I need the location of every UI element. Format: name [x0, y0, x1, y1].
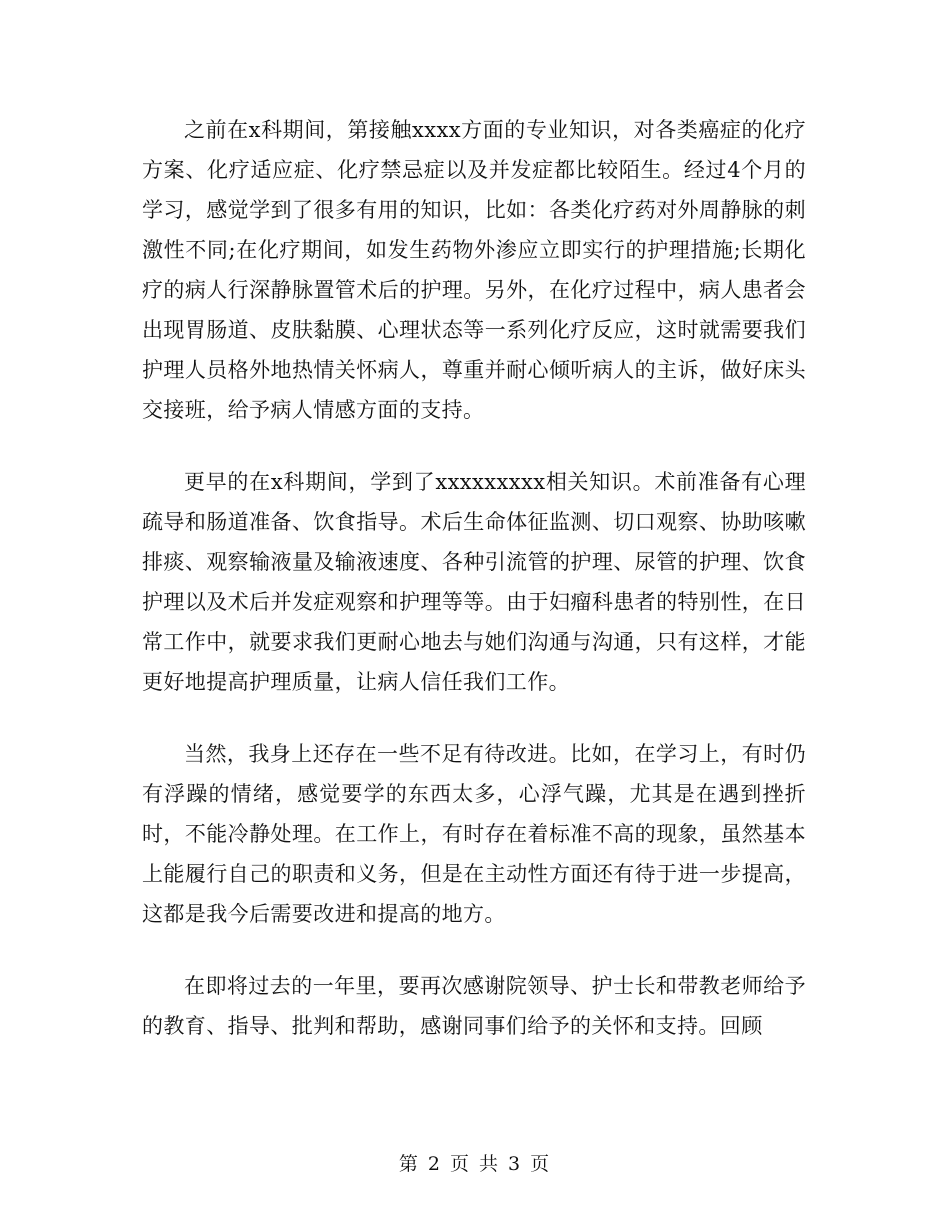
paragraph-2: 更早的在x科期间，学到了xxxxxxxxx相关知识。术前准备有心理疏导和肠道准备、饮食指导。术后生命体征监测、切口观察、协助咳嗽排痰、观察输液量及输液速度、各种引流管的护理、尿管的护理、饮食护理以及术后并发症观察和护理等等。由于妇瘤科患者的特别性，在日常工作中，就要求我们更耐心地去与她们沟通与沟通，只有这样，才能更好地提高护理质量，让病人信任我们工作。: [142, 470, 806, 694]
document-body: [142, 110, 806, 1078]
page-footer: 第 2 页 共 3 页: [398, 1153, 552, 1175]
paragraph-3: 当然，我身上还存在一些不足有待改进。比如，在学习上，有时仍有浮躁的情绪，感觉要学的东西太多，心浮气躁，尤其是在遇到挫折时，不能冷静处理。在工作上，有时存在着标准不高的现象，虽然基本上能履行自己的职责和义务，但是在主动性方面还有待于进一步提高，这都是我今后需要改进和提高的地方。: [142, 742, 806, 926]
paragraph-1: 之前在x科期间，第接触xxxx方面的专业知识，对各类癌症的化疗方案、化疗适应症、化疗禁忌症以及并发症都比较陌生。经过4个月的学习，感觉学到了很多有用的知识，比如：各类化疗药对外周静脉的刺激性不同;在化疗期间，如发生药物外渗应立即实行的护理措施;长期化疗的病人行深静脉置管术后的护理。另外，在化疗过程中，病人患者会出现胃肠道、皮肤黏膜、心理状态等一系列化疗反应，这时就需要我们护理人员格外地热情关怀病人，尊重并耐心倾听病人的主诉，做好床头交接班，给予病人情感方面的支持。: [142, 118, 806, 422]
paragraph-4: 在即将过去的一年里，要再次感谢院领导、护士长和带教老师给予的教育、指导、批判和帮助，感谢同事们给予的关怀和支持。回顾: [142, 974, 806, 1038]
